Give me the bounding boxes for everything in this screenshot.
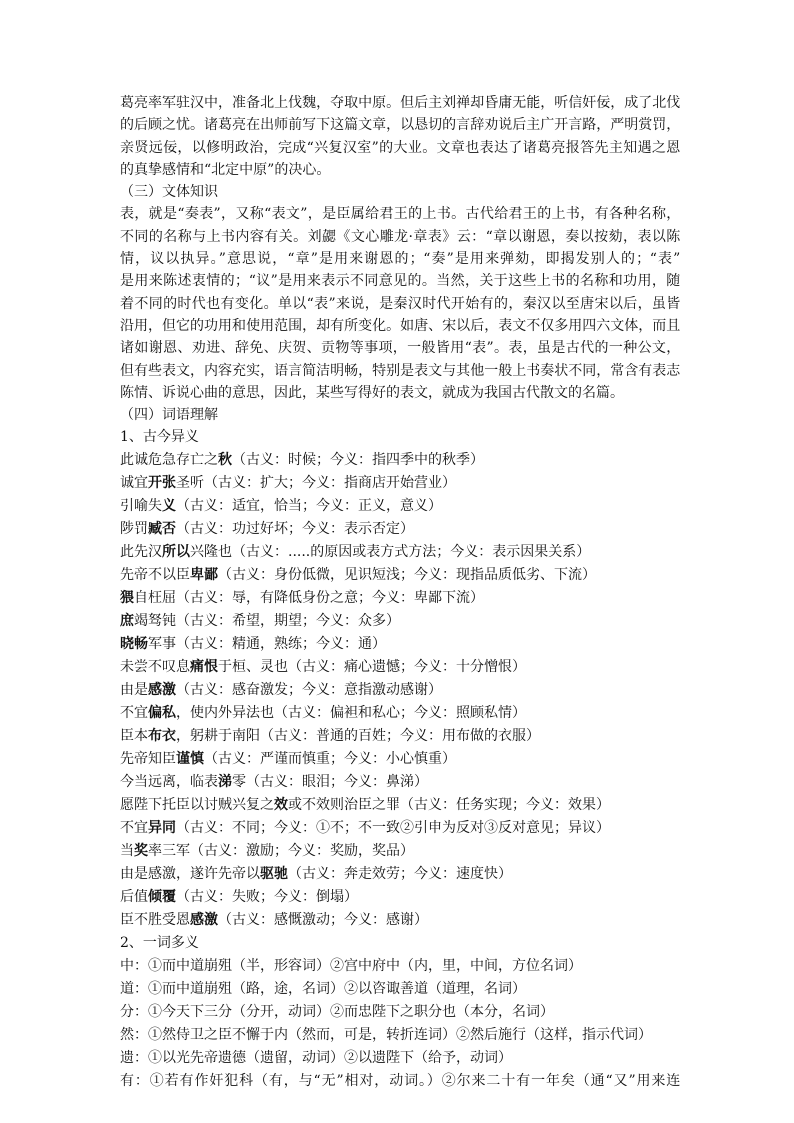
vocab-note: 自枉屈（古义：辱，有降低身份之意；今义：卑鄙下流） (134, 589, 484, 606)
vocab-item (120, 817, 680, 840)
vocab-keyword: 痛恨 (190, 658, 218, 675)
vocab-example: 此先汉 (120, 543, 162, 560)
vocab-example: 诚宜 (120, 474, 148, 491)
genre-line: 沿用，但它的功用和使用范围，却有所变化。如唐、宋以后，表文不仅多用四六文体，而且 (120, 317, 680, 334)
vocab-example: 此诚危急存亡之 (120, 451, 218, 468)
vocab-note: （古义：失败；今义：倒塌） (176, 888, 358, 905)
vocab-item (120, 656, 680, 679)
vocab-keyword: 异同 (148, 819, 176, 836)
vocab-keyword: 谨慎 (176, 750, 204, 767)
genre-line: 不同的名称与上书内容有关。刘勰《文心雕龙·章表》云：“章以谢恩，奏以按劾，表以陈 (120, 228, 680, 245)
vocab-item (120, 771, 680, 794)
vocab-keyword: 卑鄙 (190, 566, 218, 583)
genre-line: 着不同的时代也有变化。单以“表”来说，是秦汉时代开始有的，秦汉以至唐宋以后，虽皆 (120, 295, 680, 312)
vocab-note: 零（古义：眼泪；今义：鼻涕） (232, 773, 428, 790)
vocab-example: 臣本 (120, 727, 148, 744)
vocab-note: （古义：感慨激动；今义：感谢） (218, 911, 428, 928)
vocab-item (120, 564, 680, 587)
document-body (120, 92, 680, 1093)
polysemy-item: 有：①若有作奸犯科（有，与“无”相对，动词。）②尔来二十有一年矣（通“又”用来连 (120, 1072, 680, 1089)
vocab-keyword: 开张 (148, 474, 176, 491)
vocab-keyword: 臧否 (148, 520, 176, 537)
vocab-keyword: 奖 (134, 842, 148, 859)
intro-paragraph (120, 92, 680, 181)
vocab-note: 于桓、灵也（古义：痛心遗憾；今义：十分憎恨） (218, 658, 526, 675)
vocab-item (120, 610, 680, 633)
vocab-example: 愿陛下托臣以讨贼兴复之 (120, 796, 274, 813)
vocab-example: 先帝不以臣 (120, 566, 190, 583)
vocab-note: 率三军（古义：激励；今义：奖励，奖品） (148, 842, 414, 859)
vocab-keyword: 倾覆 (148, 888, 176, 905)
vocab-example: 引喻失 (120, 497, 162, 514)
vocab-keyword: 布衣 (148, 727, 176, 744)
vocab-item (120, 725, 680, 748)
vocab-keyword: 庶 (120, 612, 134, 629)
upper-block (120, 92, 680, 449)
vocab-item (120, 886, 680, 909)
vocab-item (120, 840, 680, 863)
subheading-ancient-modern: 1、古今异义 (120, 429, 199, 446)
vocab-item (120, 748, 680, 771)
vocab-note: （古义：感奋激发；今义：意指激动感谢） (176, 681, 442, 698)
genre-line: 表，就是“奏表”，又称“表文”，是臣属给君王的上书。古代给君王的上书，有各种名称， (120, 206, 680, 223)
polysemy-item: 遗：①以光先帝遗德（遗留，动词）②以遗陛下（给予，动词） (120, 1049, 512, 1066)
section-heading-vocab: （四）词语理解 (120, 407, 218, 424)
vocab-note: （古义：不同；今义：①不；不一致②引申为反对③反对意见；异议） (176, 819, 610, 836)
vocab-item (120, 863, 680, 886)
vocab-note: 军事（古义：精通，熟练；今义：通） (148, 635, 386, 652)
vocab-note: （古义：严谨而慎重；今义：小心慎重） (204, 750, 456, 767)
vocab-keyword: 感激 (148, 681, 176, 698)
vocab-example: 臣不胜受恩 (120, 911, 190, 928)
intro-line: 的后顾之忧。诸葛亮在出师前写下这篇文章，以恳切的言辞劝说后主广开言路，严明赏罚， (120, 117, 680, 134)
vocab-keyword: 偏私 (148, 704, 176, 721)
vocab-item (120, 909, 680, 932)
genre-line: 诸如谢恩、劝进、辞免、庆贺、贡物等事项，一般皆用“表”。表，虽是古代的一种公文， (120, 340, 680, 357)
vocab-keyword: 驱驰 (260, 865, 288, 882)
vocab-keyword: 秋 (218, 451, 232, 468)
vocab-example: 今当远离，临表 (120, 773, 218, 790)
vocab-keyword: 感激 (190, 911, 218, 928)
vocab-item (120, 794, 680, 817)
vocab-keyword: 效 (274, 796, 288, 813)
intro-line: 的真挚感情和“北定中原”的决心。 (120, 161, 331, 178)
genre-line: 陈情、诉说心曲的意思，因此，某些写得好的表文，就成为我国古代散文的名篇。 (120, 384, 624, 401)
section-heading-genre: （三）文体知识 (120, 184, 218, 201)
polysemy-list (120, 955, 680, 1093)
vocab-item (120, 495, 680, 518)
vocab-example: 由是 (120, 681, 148, 698)
subheading-polysemy: 2、一词多义 (120, 934, 199, 951)
ancient-modern-list (120, 449, 680, 932)
vocab-example: 当 (120, 842, 134, 859)
vocab-item (120, 472, 680, 495)
vocab-note: 兴隆也（古义：.....的原因或表方式方法；今义：表示因果关系） (190, 543, 591, 560)
vocab-note: ，使内外异法也（古义：偏袒和私心；今义：照顾私情） (176, 704, 526, 721)
intro-line: 葛亮率军驻汉中，准备北上伐魏，夺取中原。但后主刘禅却昏庸无能，听信奸佞，成了北伐 (120, 95, 680, 111)
vocab-example: 未尝不叹息 (120, 658, 190, 675)
vocab-example: 陟罚 (120, 520, 148, 537)
vocab-keyword: 涕 (218, 773, 232, 790)
vocab-item (120, 518, 680, 541)
vocab-example: 先帝知臣 (120, 750, 176, 767)
vocab-keyword: 猥 (120, 589, 134, 606)
vocab-example: 不宜 (120, 819, 148, 836)
vocab-note: （古义：适宜，恰当；今义：正义，意义） (176, 497, 442, 514)
polysemy-item: 道：①而中道崩殂（路，途，名词）②以咨诹善道（道理，名词） (120, 980, 526, 997)
vocab-keyword: 晓畅 (120, 635, 148, 652)
lower-block (120, 449, 680, 1093)
vocab-note: 圣听（古义：扩大；今义：指商店开始营业） (176, 474, 456, 491)
vocab-note: （古义：奔走效劳；今义：速度快） (288, 865, 512, 882)
genre-line: 情，议以执异。”意思说，“章”是用来谢恩的；“奏”是用来弹劾，即揭发别人的；“表” (120, 251, 680, 268)
vocab-keyword: 义 (162, 497, 176, 514)
genre-line: 但有些表文，内容充实，语言简洁明畅，特别是表文与其他一般上书奏状不同，常含有表志 (120, 362, 680, 379)
vocab-item (120, 702, 680, 725)
vocab-item (120, 587, 680, 610)
polysemy-item: 然：①然侍卫之臣不懈于内（然而，可是，转折连词）②然后施行（这样，指示代词） (120, 1026, 652, 1043)
vocab-keyword: 所以 (162, 543, 190, 560)
genre-paragraph (120, 203, 680, 404)
vocab-note: 竭驽钝（古义：希望，期望；今义：众多） (134, 612, 400, 629)
vocab-note: ，躬耕于南阳（古义：普通的百姓；今义：用布做的衣服） (176, 727, 540, 744)
polysemy-item: 中：①而中道崩殂（半，形容词）②宫中府中（内，里，中间，方位名词） (120, 957, 582, 974)
vocab-note: （古义：功过好坏；今义：表示否定） (176, 520, 414, 537)
vocab-example: 由是感激，遂许先帝以 (120, 865, 260, 882)
polysemy-item: 分：①今天下三分（分开，动词）②而忠陛下之职分也（本分，名词） (120, 1003, 554, 1020)
vocab-example: 后值 (120, 888, 148, 905)
vocab-note: 或不效则治臣之罪（古义：任务实现；今义：效果） (288, 796, 610, 813)
vocab-item (120, 633, 680, 656)
vocab-note: （古义：时候；今义：指四季中的秋季） (232, 451, 484, 468)
vocab-item (120, 679, 680, 702)
vocab-example: 不宜 (120, 704, 148, 721)
intro-line: 亲贤远佞，以修明政治，完成“兴复汉室”的大业。文章也表达了诸葛亮报答先主知遇之恩 (120, 139, 680, 156)
vocab-item (120, 449, 680, 472)
vocab-item (120, 541, 680, 564)
genre-line: 是用来陈述衷情的；“议”是用来表示不同意见的。当然，关于这些上书的名称和功用，随 (120, 273, 680, 290)
vocab-note: （古义：身份低微，见识短浅；今义：现指品质低劣、下流） (218, 566, 596, 583)
